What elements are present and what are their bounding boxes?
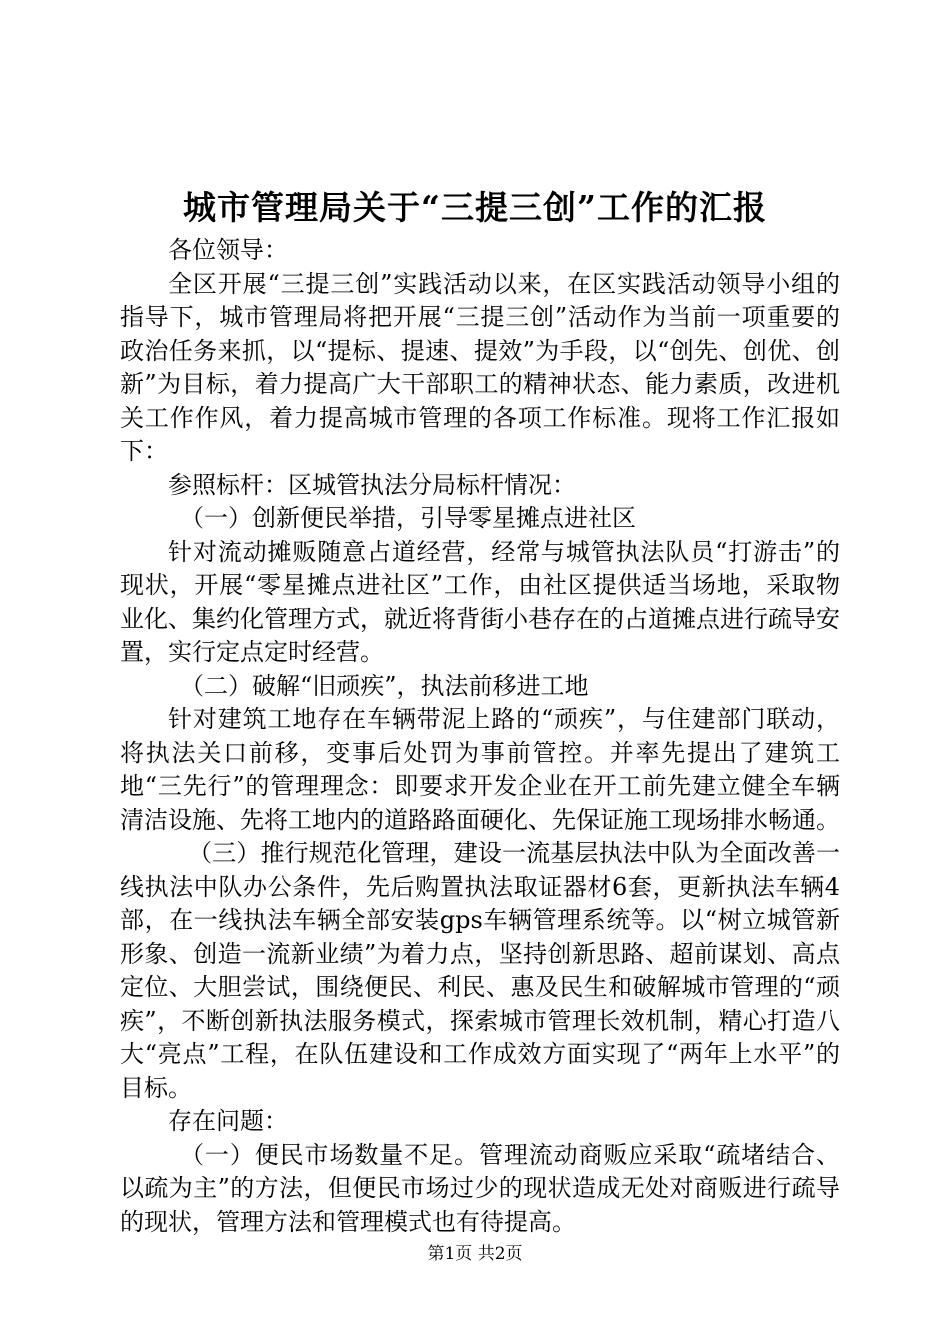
section-heading-2: （二）破解“旧顽疾”，执法前移进工地 [180, 671, 589, 700]
intro-paragraph: 全区开展“三提三创”实践活动以来，在区实践活动领导小组的指导下，城市管理局将把开展“三提三创”活动作为当前一项重要的政治任务来抓，以“提标、提速、提效”为手段，以“创先、创优、创新”为目标，着力提高广大干部职工的精神状态、能力素质，改进机关工作作风，着力提高城市管理的各项工作标准。现将工作汇报如下： [120, 269, 840, 465]
section-heading-1: （一）创新便民举措，引导零星摊点进社区 [180, 504, 636, 532]
section-body-3: （三）推行规范化管理，建设一流基层执法中队为全面改善一线执法中队办公条件，先后购置执法取证器材6套，更新执法车辆4部，在一线执法车辆全部安装gps车辆管理系统等。以“树立城管新形象、创造一流新业绩”为着力点，坚持创新思路、超前谋划、高点定位、大胆尝试，围绕便民、利民、惠及民生和破解城市管理的“顽疾”，不断创新执法服务模式，探索城市管理长效机制，精心打造八大“亮点”工程，在队伍建设和工作成效方面实现了“两年上水平”的目标。 [120, 839, 840, 1102]
page-footer: 第1页 共2页 [427, 1244, 523, 1264]
benchmark-heading: 参照标杆：区城管执法分局标杆情况： [168, 470, 576, 499]
problem-item-1: （一）便民市场数量不足。管理流动商贩应采取“疏堵结合、以疏为主”的方法，但便民市场过少的现状造成无处对商贩进行疏导的现状，管理方法和管理模式也有待提高。 [120, 1140, 840, 1236]
section-body-1: 针对流动摊贩随意占道经营，经常与城管执法队员“打游击”的现状，开展“零星摊点进社区”工作，由社区提供适当场地，采取物业化、集约化管理方式，就近将背街小巷存在的占道摊点进行疏导安置，实行定点定时经营。 [120, 537, 840, 666]
document-body [120, 234, 840, 1239]
salutation: 各位领导： [168, 236, 288, 264]
problems-heading: 存在问题： [168, 1107, 288, 1135]
section-body-2: 针对建筑工地存在车辆带泥上路的“顽疾”，与住建部门联动，将执法关口前移，变事后处罚为事前管控。并率先提出了建筑工地“三先行”的管理理念：即要求开发企业在开工前先建立健全车辆清洁设施、先将工地内的道路路面硬化、先保证施工现场排水畅通。 [120, 705, 840, 834]
document-title: 城市管理局关于“三提三创”工作的汇报 [183, 188, 767, 227]
